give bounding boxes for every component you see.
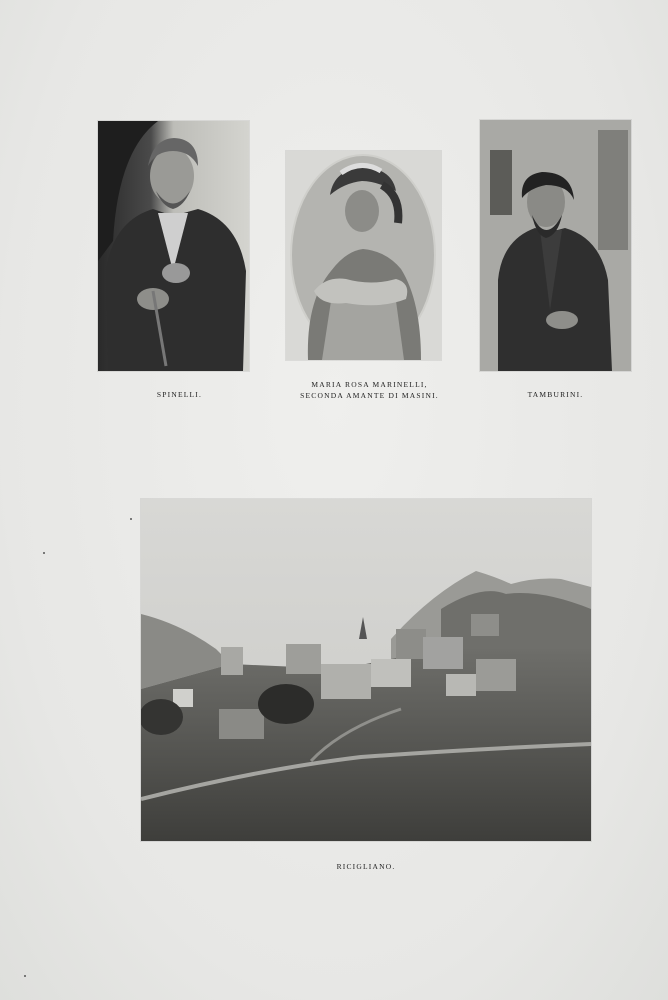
spinelli-caption: SPINELLI. [156, 390, 203, 399]
marinelli-caption-line2: SECONDA AMANTE DI MASINI. [300, 391, 439, 400]
marinelli-caption-line1: MARIA ROSA MARINELLI, [311, 380, 428, 389]
marinelli-caption [282, 379, 457, 401]
ricigliano-landscape [141, 499, 591, 841]
tamburini-caption: TAMBURINI. [527, 390, 584, 399]
paper-speck [130, 518, 132, 520]
paper-speck [43, 552, 45, 554]
tamburini-portrait [480, 120, 631, 371]
spinelli-portrait [98, 121, 249, 371]
ricigliano-caption: RICIGLIANO. [336, 862, 396, 871]
paper-speck [24, 975, 26, 977]
marinelli-portrait [286, 151, 441, 360]
